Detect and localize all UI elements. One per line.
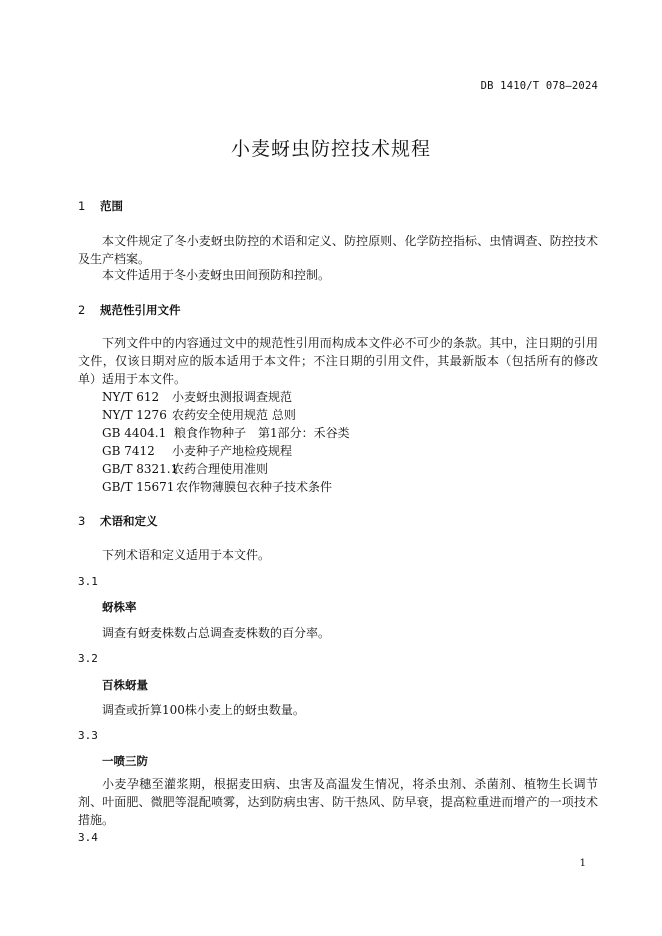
- references-intro-paragraph: 下列文件中的内容通过文中的规范性引用而构成本文件必不可少的条款。其中，注日期的引用文件，仅该日期对应的版本适用于本文件；不注日期的引用文件，其最新版本（包括所有的修改单）适用于本文件。: [78, 336, 598, 386]
- reference-item: [102, 406, 296, 423]
- section-number: 2: [78, 303, 86, 317]
- term-definition: 调查或折算100株小麦上的蚜虫数量。: [102, 703, 305, 717]
- term-number: 3.3: [78, 729, 98, 742]
- terms-intro: 下列术语和定义适用于本文件。: [102, 548, 271, 562]
- section-number: 3: [78, 514, 86, 528]
- section-heading-normative-references: [78, 302, 181, 318]
- reference-name: 小麦种子产地检疫规程: [172, 444, 293, 458]
- term-name: 蚜株率: [102, 600, 137, 614]
- term-definition: 小麦孕穗至灌浆期，根据麦田病、虫害及高温发生情况，将杀虫剂、杀菌剂、植物生长调节剂、叶面肥、微肥等混配喷雾，达到防病虫害、防干热风、防早衰，提高粒重进而增产的一项技术措施。: [78, 777, 598, 827]
- document-title: 小麦蚜虫防控技术规程: [230, 138, 431, 160]
- section-title: 规范性引用文件: [100, 303, 181, 317]
- term-name: 百株蚜量: [102, 678, 148, 692]
- section-title: 术语和定义: [100, 514, 158, 528]
- reference-item: [102, 388, 292, 405]
- section-title: 范围: [100, 199, 124, 213]
- reference-name: 粮食作物种子 第1部分：禾谷类: [174, 426, 350, 440]
- term-definition: 调查有蚜麦株数占总调查麦株数的百分率。: [102, 626, 331, 640]
- reference-code: GB/T 15671: [102, 480, 175, 494]
- section-heading-terms: [78, 513, 158, 529]
- reference-item: [102, 478, 332, 495]
- section-number: 1: [78, 199, 86, 213]
- reference-code: NY/T 1276: [102, 408, 167, 422]
- reference-item: [102, 424, 350, 441]
- reference-name: 农药安全使用规范 总则: [172, 408, 296, 422]
- reference-name: 农作物薄膜包衣种子技术条件: [176, 480, 333, 494]
- scope-paragraph-2: 本文件适用于冬小麦蚜虫田间预防和控制。: [102, 268, 331, 282]
- reference-name: 农药合理使用准则: [172, 462, 269, 476]
- reference-name: 小麦蚜虫测报调查规范: [172, 390, 293, 404]
- section-heading-scope: [78, 198, 123, 214]
- scope-paragraph-1: 本文件规定了冬小麦蚜虫防控的术语和定义、防控原则、化学防控指标、虫情调查、防控技术及生产档案。: [78, 234, 598, 266]
- term-number: 3.4: [78, 831, 98, 844]
- term-number: 3.1: [78, 575, 98, 588]
- reference-item: [102, 460, 268, 477]
- reference-code: GB 4404.1: [102, 426, 167, 440]
- term-number: 3.2: [78, 652, 98, 665]
- reference-code: GB/T 8321.1: [102, 462, 179, 476]
- page-number: 1: [579, 858, 586, 869]
- reference-code: GB 7412: [102, 444, 155, 458]
- reference-code: NY/T 612: [102, 390, 160, 404]
- reference-item: [102, 442, 292, 459]
- document-number: DB 1410/T 078—2024: [480, 80, 598, 92]
- term-name: 一喷三防: [102, 754, 148, 768]
